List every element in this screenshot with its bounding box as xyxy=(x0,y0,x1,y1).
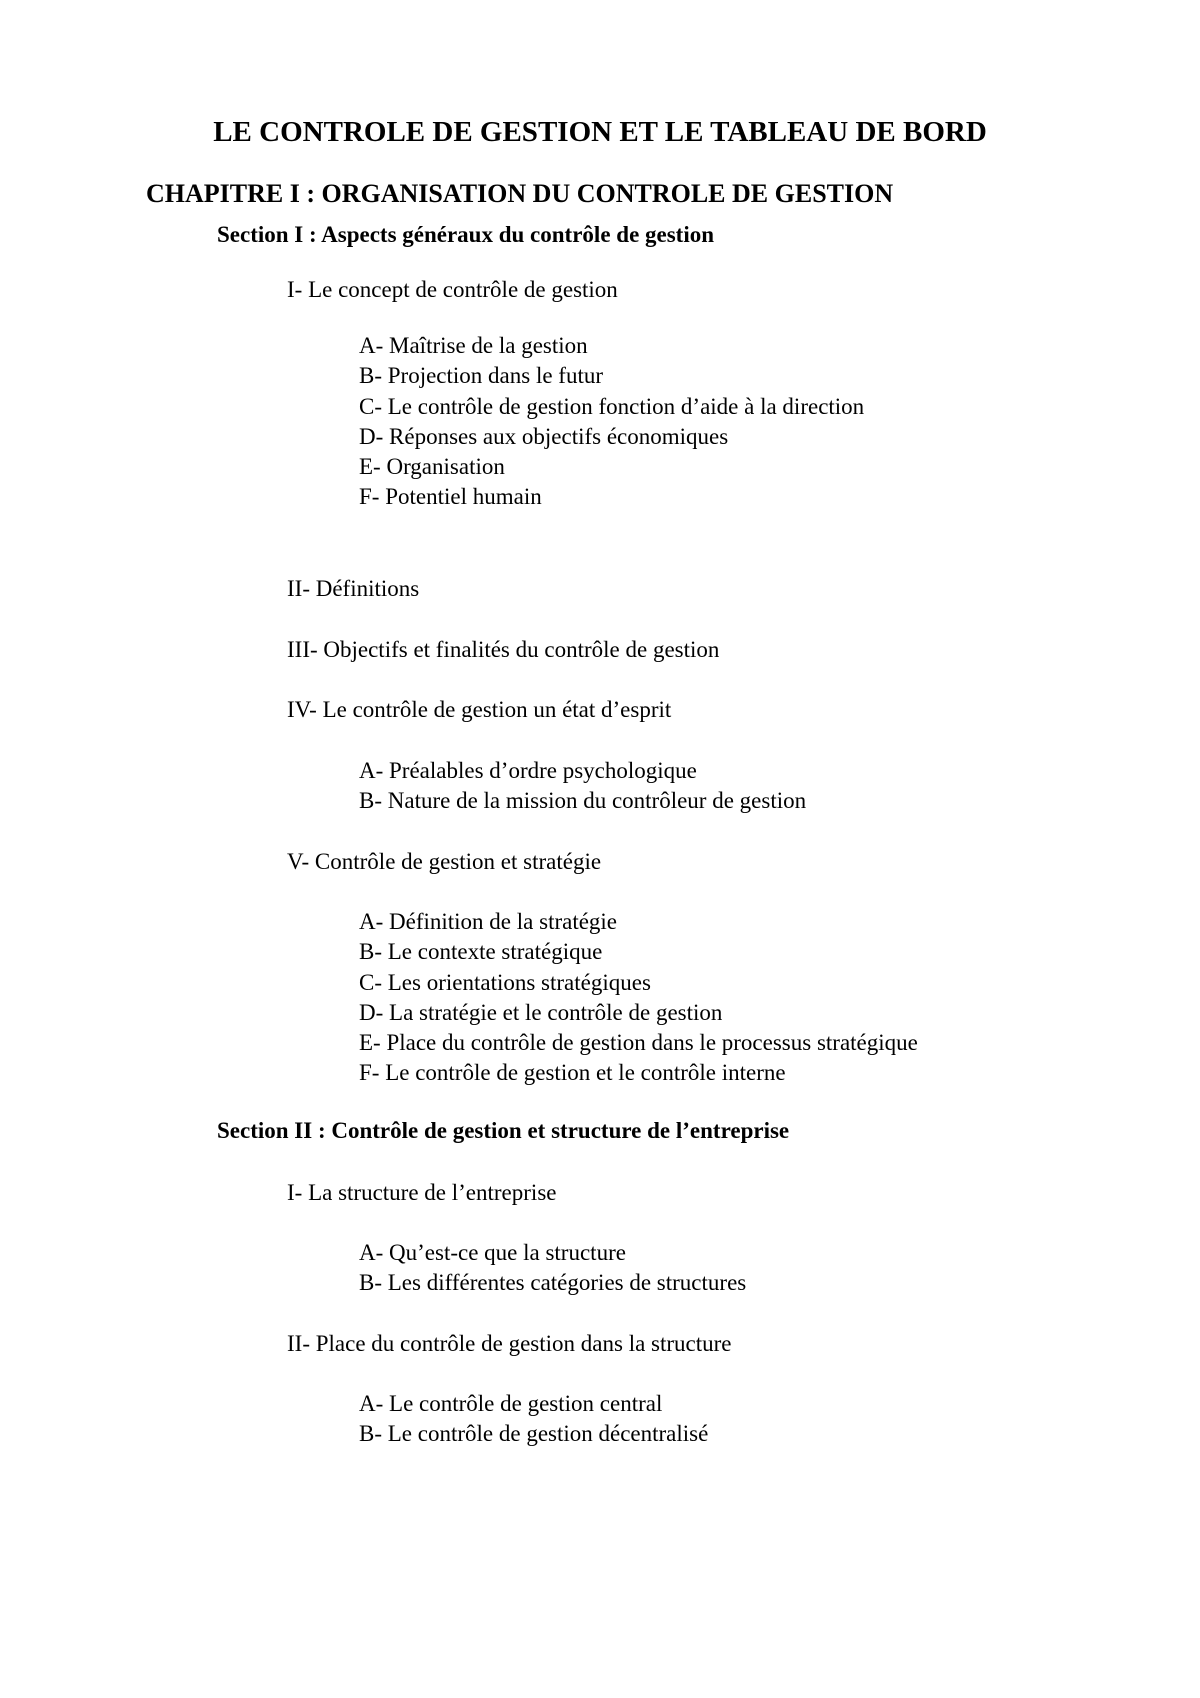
sub-item: D- Réponses aux objectifs économiques xyxy=(359,423,729,449)
document-title: LE CONTROLE DE GESTION ET LE TABLEAU DE BORD xyxy=(213,116,987,148)
part-title: II- Définitions xyxy=(287,576,420,601)
sub-item-list xyxy=(359,331,864,513)
sub-item: B- Le contexte stratégique xyxy=(359,939,603,965)
sub-item-list xyxy=(359,907,918,1089)
sub-item: A- Qu’est-ce que la structure xyxy=(359,1240,626,1265)
sub-item: A- Maîtrise de la gestion xyxy=(359,333,588,358)
part-title: II- Place du contrôle de gestion dans la structure xyxy=(287,1331,732,1356)
sub-item-list xyxy=(359,1389,708,1450)
sub-item: C- Les orientations stratégiques xyxy=(359,969,651,995)
sub-item: B- Projection dans le futur xyxy=(359,363,604,389)
part-title: IV- Le contrôle de gestion un état d’esprit xyxy=(287,697,672,722)
sub-item-list xyxy=(359,756,806,817)
section-title: Section I : Aspects généraux du contrôle de gestion xyxy=(217,222,715,247)
sub-item: A- Préalables d’ordre psychologique xyxy=(359,758,697,783)
sub-item: F- Potentiel humain xyxy=(359,484,542,510)
part-title: I- Le concept de contrôle de gestion xyxy=(287,277,618,302)
sub-item: B- Le contrôle de gestion décentralisé xyxy=(359,1421,709,1447)
part-title: V- Contrôle de gestion et stratégie xyxy=(287,849,602,874)
sub-item: A- Définition de la stratégie xyxy=(359,909,618,934)
chapter-title: CHAPITRE I : ORGANISATION DU CONTROLE DE GESTION xyxy=(146,179,894,208)
sub-item: B- Nature de la mission du contrôleur de gestion xyxy=(359,788,807,814)
sub-item-list xyxy=(359,1238,746,1299)
sub-item: F- Le contrôle de gestion et le contrôle interne xyxy=(359,1060,786,1086)
section-title: Section II : Contrôle de gestion et structure de l’entreprise xyxy=(217,1118,790,1143)
sub-item: C- Le contrôle de gestion fonction d’aide à la direction xyxy=(359,393,865,419)
sub-item: E- Place du contrôle de gestion dans le processus stratégique xyxy=(359,1030,918,1056)
sub-item: E- Organisation xyxy=(359,454,505,480)
sub-item: B- Les différentes catégories de structures xyxy=(359,1270,747,1296)
sub-item: D- La stratégie et le contrôle de gestion xyxy=(359,999,723,1025)
sub-item: A- Le contrôle de gestion central xyxy=(359,1391,663,1416)
part-title: I- La structure de l’entreprise xyxy=(287,1180,557,1205)
part-title: III- Objectifs et finalités du contrôle de gestion xyxy=(287,637,720,662)
